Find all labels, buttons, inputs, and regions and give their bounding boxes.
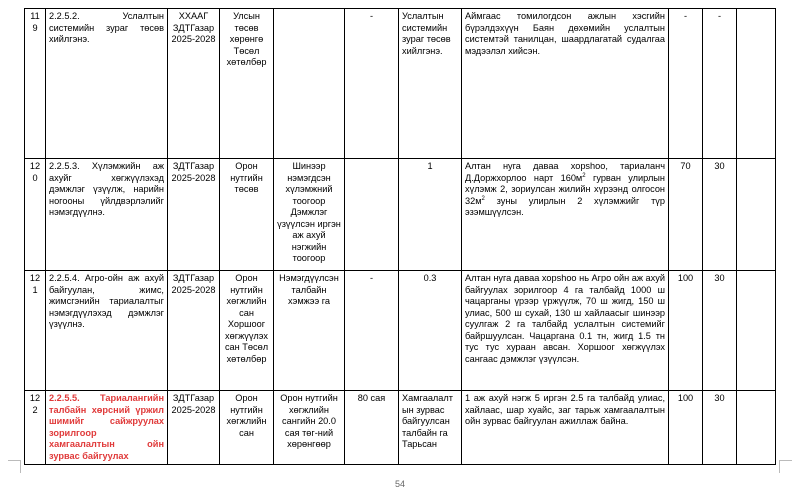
empty-cell <box>737 391 776 465</box>
indicator-cell: 0.3 <box>399 271 462 391</box>
source-cell: Орон нутгийн хөгжлийн сан Хоршоог хөгжүүлэх сан Төсөл хөтөлбөр <box>220 271 274 391</box>
score-cell: 100 <box>669 391 703 465</box>
source-cell: Орон нутгийн төсөв <box>220 159 274 271</box>
criteria-cell: Шинээр нэмэгдсэн хүлэмжний тоогоор Дэмжлэг үзүүлсэн иргэн аж ахуй нэгжийн тоогоор <box>274 159 345 271</box>
crop-mark <box>8 460 21 473</box>
score-cell: 70 <box>669 159 703 271</box>
amount-cell: - <box>345 9 399 159</box>
score-cell: 100 <box>669 271 703 391</box>
superscript: 2 <box>481 195 485 202</box>
score-cell: - <box>669 9 703 159</box>
table-row <box>25 391 776 465</box>
progress-text: гурван улирлын хүлэмж 2, зориулсан жилийн хүрээнд олгосон 32м <box>465 172 665 206</box>
source-cell: Орон нутгийн хөгжлийн сан <box>220 391 274 465</box>
progress-cell: Алтан нуга даваа хорshoo нь Агро ойн аж ахуй байгуулах зорилгоор 4 га талбайд 1000 ш чацарганы үрээр үржүүлж, 70 ш жигд, 150 ш улиас, 500 ш сухай, 130 ш хайлаасыг шинээр суулгаж 2 га талбайд услалтын системийг байршуулсан. Чацаргана 0.1 тн, жигд 1.5 тн тус тус хураан авсан. Хоршоог хөгжүүлэх сангаас дэмжлэг үзүүлсэн. <box>462 271 669 391</box>
row-number: 121 <box>25 271 46 391</box>
table-row <box>25 271 776 391</box>
org-cell: ХХААГ ЗДТГазар 2025-2028 <box>168 9 220 159</box>
org-cell: ЗДТГазар 2025-2028 <box>168 271 220 391</box>
progress-cell: Аймгаас томилогдсон ажлын хэсгийн бүрэлдэхүүн Баян дөхөмийн услалтын системтэй танилцан, шаардлагатай судалгаа мэдээлэл хийсэн. <box>462 9 669 159</box>
amount-cell: - <box>345 271 399 391</box>
activity-cell: 2.2.5.2. Услалтын системийн зураг төсөв хийлгэнэ. <box>46 9 168 159</box>
plan-table <box>24 8 776 465</box>
progress-cell <box>462 159 669 271</box>
empty-cell <box>737 9 776 159</box>
table-row <box>25 9 776 159</box>
amount-cell <box>345 159 399 271</box>
org-cell: ЗДТГазар 2025-2028 <box>168 159 220 271</box>
table-row <box>25 159 776 271</box>
indicator-cell: Услалтын системийн зураг төсөв хийлгэнэ. <box>399 9 462 159</box>
score-cell: 30 <box>703 159 737 271</box>
org-cell: ЗДТГазар 2025-2028 <box>168 391 220 465</box>
indicator-cell: 1 <box>399 159 462 271</box>
score-cell: 30 <box>703 391 737 465</box>
activity-cell: 2.2.5.5. Тариалангийн талбайн хөрсний үржил шимийг сайжруулах зорилгоор хамгаалалтын ойн зурвас байгуулах <box>46 391 168 465</box>
criteria-cell: Орон нутгийн хөгжлийн сангийн 20.0 сая төг-ний хөрөнгөөр <box>274 391 345 465</box>
source-cell: Улсын төсөв хөрөнгө Төсөл хөтөлбөр <box>220 9 274 159</box>
indicator-cell: Хамгаалалтын зурвас байгуулсан талбайн га Тарьсан <box>399 391 462 465</box>
row-number: 119 <box>25 9 46 159</box>
progress-text: Алтан нуга даваа хорshoo, тариаланч Д.Доржхорлоо нарт 160м <box>465 161 665 183</box>
empty-cell <box>737 271 776 391</box>
criteria-cell <box>274 9 345 159</box>
score-cell: 30 <box>703 271 737 391</box>
row-number: 122 <box>25 391 46 465</box>
amount-cell: 80 сая <box>345 391 399 465</box>
empty-cell <box>737 159 776 271</box>
progress-text: зуны улирлын 2 хүлэмжийг түр эзэмшүүлсэн. <box>465 195 665 217</box>
progress-cell: 1 аж ахуй нэгж 5 иргэн 2.5 га талбайд улиас, хайлаас, шар хуайс, заг тарьж хамгаалалтын ойн зурвас байгуулан ажиллаж байна. <box>462 391 669 465</box>
page-number: 54 <box>394 479 405 489</box>
crop-mark <box>779 460 792 473</box>
score-cell: - <box>703 9 737 159</box>
criteria-cell: Нэмэгдүүлсэн талбайн хэмжээ га <box>274 271 345 391</box>
superscript: 2 <box>582 172 586 179</box>
row-number: 120 <box>25 159 46 271</box>
activity-cell: 2.2.5.4. Агро-ойн аж ахуй байгуулан, жимс, жимсгэнийн тариалалтыг нэмэгдүүлэхэд дэмжлэг үзүүлнэ. <box>46 271 168 391</box>
activity-cell: 2.2.5.3. Хүлэмжийн аж ахуйг хөгжүүлэхэд дэмжлэг үзүүлж, нарийн ногооны үйлдвэрлэлийг нэмэгдүүлнэ. <box>46 159 168 271</box>
